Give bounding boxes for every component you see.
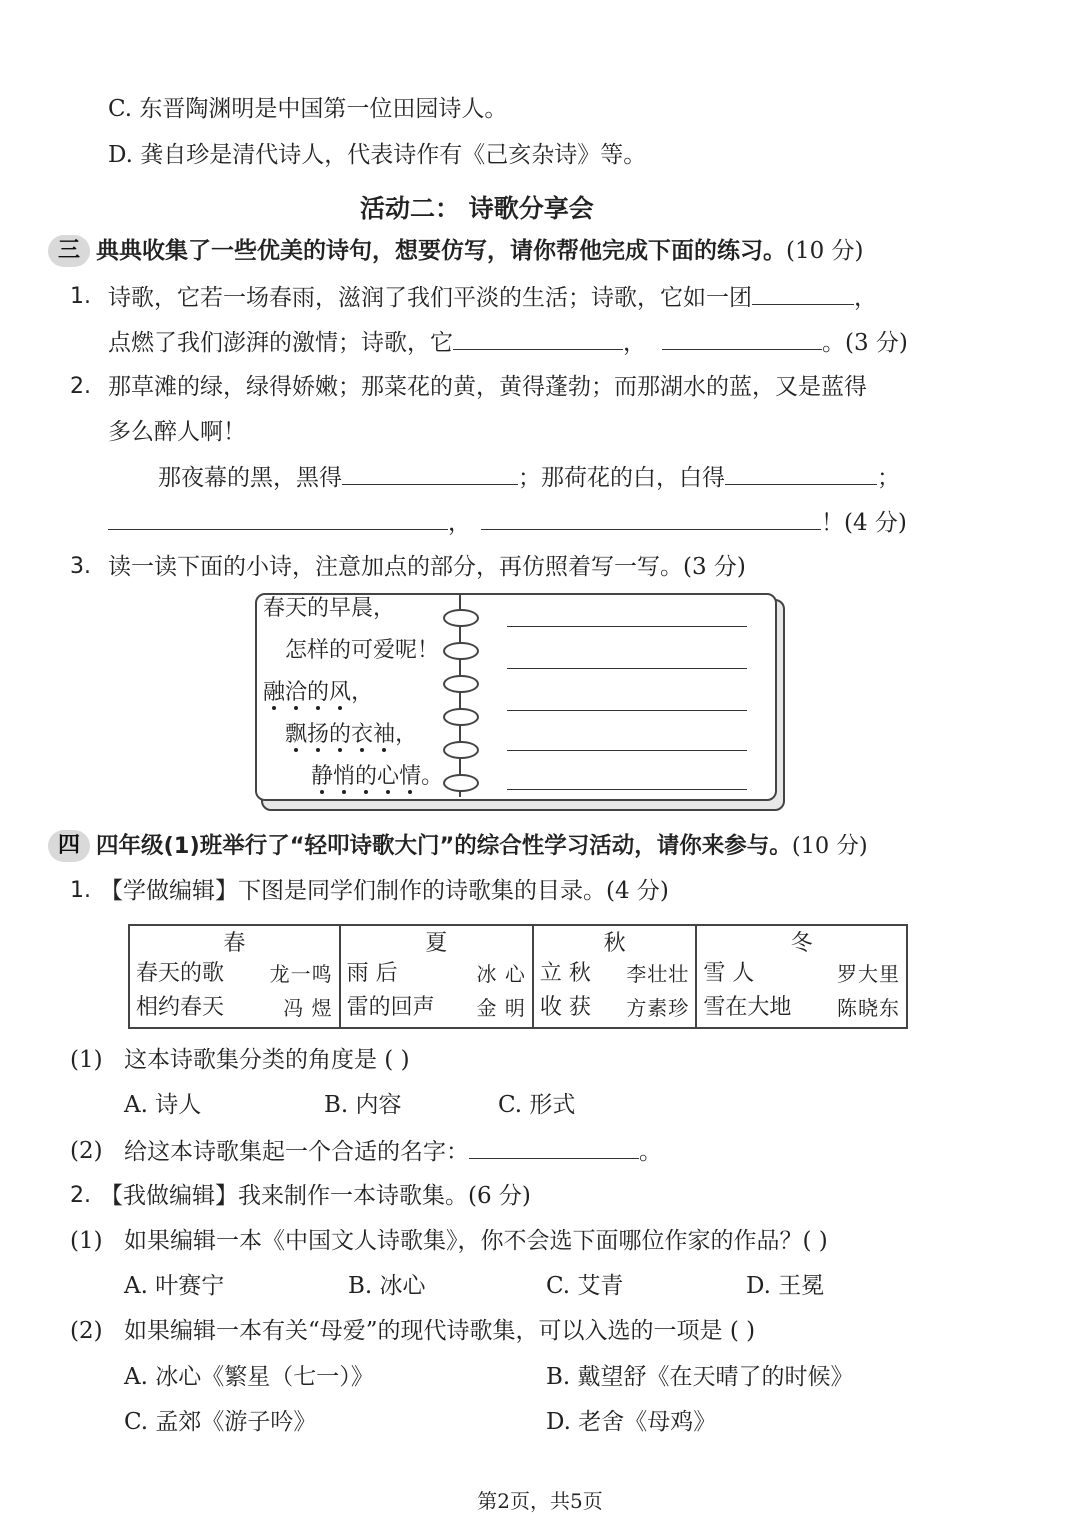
section-three-badge: 三 (48, 235, 90, 267)
ring-icon (443, 741, 479, 759)
answer-blank[interactable] (725, 462, 877, 485)
answer-blank[interactable] (108, 507, 448, 530)
ring-icon (443, 642, 479, 660)
q4-2-text: 【我做编辑】我来制作一本诗歌集。(6 分) (100, 1183, 531, 1209)
option[interactable]: B. 内容 (324, 1092, 402, 1118)
sub-question-label: (1) (70, 1047, 103, 1073)
ring-icon (443, 708, 479, 726)
answer-line[interactable] (507, 668, 747, 669)
poem-line-4: 飘扬的衣袖， (285, 722, 418, 747)
poem-line-3: 融洽的风， (263, 680, 374, 705)
poem-line-5: 静悄的心情。 (311, 764, 444, 789)
answer-line[interactable] (507, 789, 747, 790)
q2-line3: 那夜幕的黑，黑得 ；那荷花的白，白得 ； (158, 462, 900, 493)
answer-blank[interactable] (481, 507, 821, 530)
sub-question-text: 如果编辑一本《中国文人诗歌集》，你不会选下面哪位作家的作品？( ) (124, 1228, 828, 1254)
question-number: 3. (70, 554, 91, 579)
q1-line2: 点燃了我们澎湃的激情；诗歌，它 ， 。(3 分) (108, 327, 908, 358)
option[interactable]: A. 叶赛宁 (124, 1273, 225, 1299)
column-header: 夏 (340, 925, 533, 957)
option[interactable]: A. 诗人 (124, 1092, 202, 1118)
notebook-illustration (255, 593, 781, 807)
option-c: C. 东晋陶渊明是中国第一位田园诗人。 (108, 96, 508, 122)
option[interactable]: C. 孟郊《游子吟》 (124, 1409, 317, 1435)
sub-question-label: (2) (70, 1138, 103, 1164)
section-four-badge: 四 (48, 830, 90, 862)
table-cell: 立 秋 李壮壮 收 获 方素珍 (533, 957, 696, 1028)
sub-question-text: 给这本诗歌集起一个合适的名字： 。 (124, 1136, 662, 1167)
poetry-table-of-contents (128, 924, 908, 1029)
answer-blank[interactable] (453, 327, 623, 350)
ring-icon (443, 774, 479, 792)
answer-line[interactable] (507, 710, 747, 711)
q4-1-text: 【学做编辑】下图是同学们制作的诗歌集的目录。(4 分) (100, 878, 669, 904)
q2-line2: 多么醉人啊！ (108, 419, 246, 445)
option[interactable]: B. 冰心 (348, 1273, 426, 1299)
answer-line[interactable] (507, 750, 747, 751)
q3-text: 读一读下面的小诗，注意加点的部分，再仿照着写一写。(3 分) (108, 554, 746, 580)
option[interactable]: A. 冰心《繁星（七一）》 (124, 1364, 374, 1390)
activity-title: 活动二： 诗歌分享会 (360, 194, 594, 223)
option[interactable]: B. 戴望舒《在天晴了的时候》 (546, 1364, 854, 1390)
column-header: 冬 (696, 925, 907, 957)
option[interactable]: C. 形式 (498, 1092, 576, 1118)
page-number: 第2页，共5页 (477, 1489, 603, 1513)
sub-question-text: 这本诗歌集分类的角度是 ( ) (124, 1047, 410, 1073)
option[interactable]: D. 老舍《母鸡》 (546, 1409, 717, 1435)
answer-blank[interactable] (342, 462, 518, 485)
option[interactable]: D. 王冕 (746, 1273, 825, 1299)
answer-blank[interactable] (752, 282, 854, 305)
sub-question-label: (1) (70, 1228, 103, 1254)
table-cell: 雪 人 罗大里 雪在大地 陈晓东 (696, 957, 907, 1028)
option[interactable]: C. 艾青 (546, 1273, 624, 1299)
q2-line1: 那草滩的绿，绿得娇嫩；那菜花的黄，黄得蓬勃；而那湖水的蓝，又是蓝得 (108, 374, 867, 400)
sub-question-label: (2) (70, 1318, 103, 1344)
section-four-title: 四年级(1)班举行了“轻叩诗歌大门”的综合性学习活动，请你来参与。(10 分) (96, 833, 868, 859)
answer-blank[interactable] (469, 1136, 639, 1159)
ring-icon (443, 675, 479, 693)
section-three-title: 典典收集了一些优美的诗句，想要仿写，请你帮他完成下面的练习。(10 分) (96, 238, 864, 264)
q1-line1: 诗歌，它若一场春雨，滋润了我们平淡的生活；诗歌，它如一团 ， (108, 282, 877, 313)
column-header: 春 (129, 925, 340, 957)
table-cell: 雨 后 冰 心 雷的回声 金 明 (340, 957, 533, 1028)
q2-line4: ， ！(4 分) (108, 507, 907, 538)
sub-question-text: 如果编辑一本有关“母爱”的现代诗歌集，可以入选的一项是 ( ) (124, 1318, 756, 1344)
table-cell: 春天的歌 龙一鸣 相约春天 冯 煜 (129, 957, 340, 1028)
poem-line-1: 春天的早晨， (263, 596, 396, 621)
question-number: 2. (70, 374, 91, 399)
question-number: 2. (70, 1183, 91, 1208)
answer-blank[interactable] (662, 327, 822, 350)
option-d: D. 龚自珍是清代诗人，代表诗作有《己亥杂诗》等。 (108, 142, 647, 168)
ring-icon (443, 609, 479, 627)
poem-line-2: 怎样的可爱呢！ (285, 638, 440, 663)
question-number: 1. (70, 284, 91, 309)
answer-line[interactable] (507, 626, 747, 627)
question-number: 1. (70, 878, 91, 903)
column-header: 秋 (533, 925, 696, 957)
